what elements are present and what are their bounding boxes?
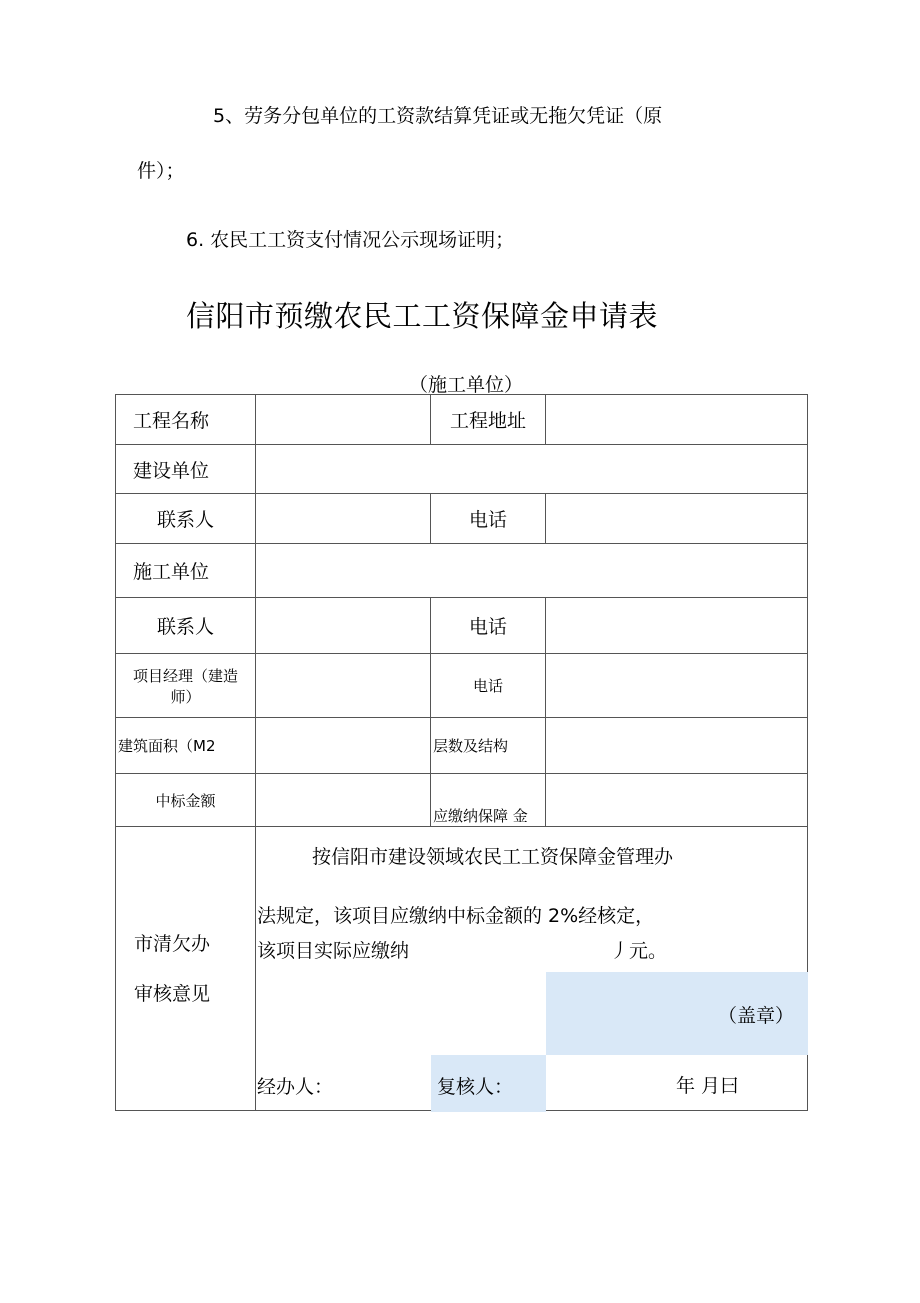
label-review-line-2: 审核意见 (134, 982, 211, 1005)
label-project-address: 工程地址 (431, 395, 546, 445)
review-text-line-2: 法规定，该项目应缴纳中标金额的 2%经核定， (257, 904, 655, 927)
reviewer-label: 复核人： (437, 1075, 514, 1098)
form-subtitle: （施工单位） (409, 374, 524, 396)
label-phone-1: 电话 (431, 494, 546, 544)
label-review (116, 827, 256, 1111)
field-builder[interactable] (256, 445, 808, 494)
row-contact-1 (116, 494, 808, 544)
row-review (116, 827, 808, 1111)
date-label: 年 月曰 (676, 1074, 740, 1097)
label-phone-2: 电话 (431, 598, 546, 654)
field-floors[interactable] (546, 718, 808, 774)
field-bid-amount[interactable] (256, 774, 431, 827)
row-area (116, 718, 808, 774)
row-builder (116, 445, 808, 494)
field-contact-1[interactable] (256, 494, 431, 544)
item-6: 6. 农民工工资支付情况公示现场证明； (186, 229, 515, 251)
label-contact-2: 联系人 (116, 598, 256, 654)
review-text-line-3: 该项目实际应缴纳 (257, 939, 410, 962)
label-area: 建筑面积（M2 (116, 718, 256, 774)
application-form-table (115, 394, 808, 1111)
label-builder: 建设单位 (116, 445, 256, 494)
field-contractor[interactable] (256, 544, 808, 598)
review-content (256, 827, 808, 1111)
form-title: 信阳市预缴农民工工资保障金申请表 (186, 299, 659, 333)
label-contractor: 施工单位 (116, 544, 256, 598)
field-phone-2[interactable] (546, 598, 808, 654)
item-5-line-2: 件）； (137, 160, 185, 182)
label-deposit: 应缴纳保障 金 (431, 774, 546, 827)
label-pm-line-1: 项目经理（建造 (132, 666, 238, 685)
label-review-line-1: 市清欠办 (134, 932, 211, 955)
item-5-line-1: 5、劳务分包单位的工资款结算凭证或无拖欠凭证（原 (213, 105, 663, 127)
label-pm-line-2: 师） (170, 687, 201, 706)
row-contact-2 (116, 598, 808, 654)
field-project-manager[interactable] (256, 654, 431, 718)
field-contact-2[interactable] (256, 598, 431, 654)
label-floors: 层数及结构 (431, 718, 546, 774)
label-phone-3: 电话 (431, 654, 546, 718)
review-unit: 丿元。 (610, 939, 668, 962)
review-text-line-1: 按信阳市建设领域农民工工资保障金管理办 (312, 845, 674, 868)
field-project-name[interactable] (256, 395, 431, 445)
label-contact-1: 联系人 (116, 494, 256, 544)
field-project-address[interactable] (546, 395, 808, 445)
field-phone-3[interactable] (546, 654, 808, 718)
field-phone-1[interactable] (546, 494, 808, 544)
row-project-manager (116, 654, 808, 718)
field-area[interactable] (256, 718, 431, 774)
handler-label: 经办人： (257, 1075, 334, 1098)
label-project-name: 工程名称 (116, 395, 256, 445)
field-deposit[interactable] (546, 774, 808, 827)
row-project (116, 395, 808, 445)
seal-label: （盖章） (718, 1004, 795, 1027)
label-project-manager (116, 654, 256, 718)
row-amount (116, 774, 808, 827)
row-contractor (116, 544, 808, 598)
label-bid-amount: 中标金额 (116, 774, 256, 827)
